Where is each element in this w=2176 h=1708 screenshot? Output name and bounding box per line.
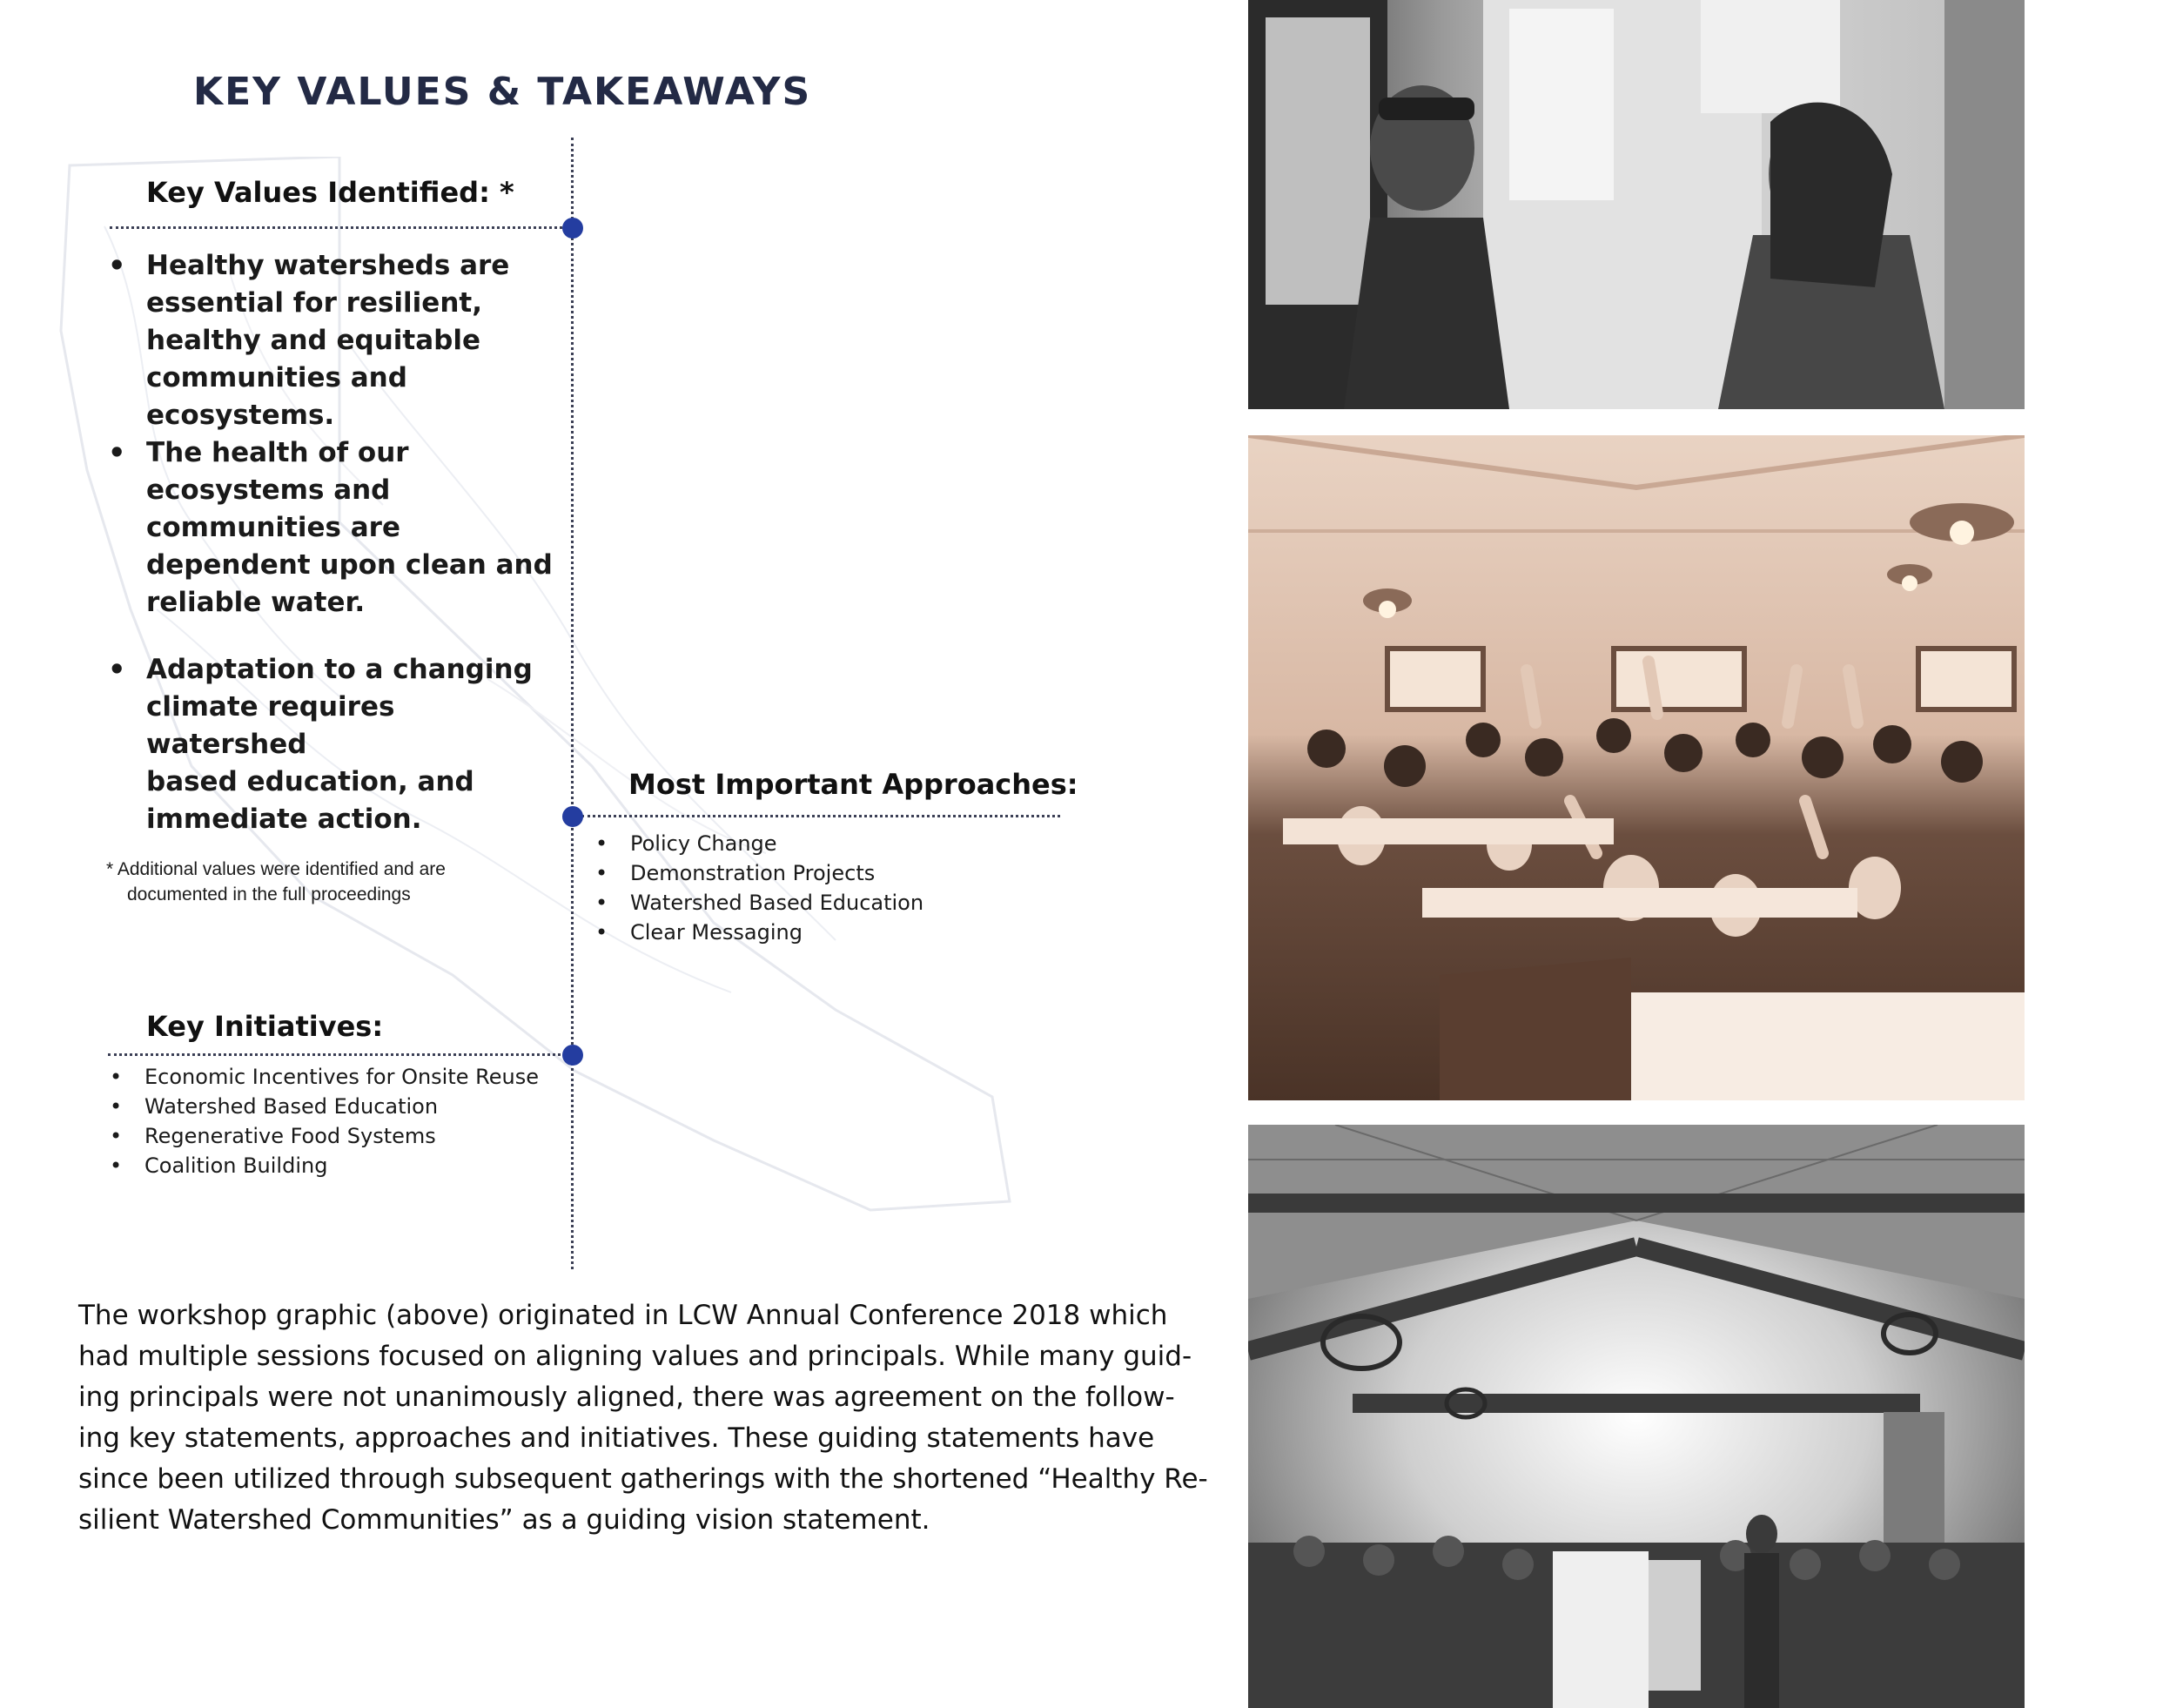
- approaches-list: [592, 829, 923, 947]
- timeline-line: [571, 138, 574, 1269]
- list-item: • Economic Incentives for Onsite Reuse: [106, 1062, 539, 1092]
- approaches-timeline-dot: [562, 806, 583, 827]
- list-item: • Demonstration Projects: [592, 858, 923, 888]
- list-item: • Coalition Building: [106, 1151, 539, 1180]
- key-values-footnote: * Additional values were identified and are documented in the full proceedings: [106, 859, 446, 904]
- initiatives-list: [106, 1062, 539, 1180]
- list-item: • The health of our ecosystems and communities are dependent upon clean and reliable water.: [108, 434, 561, 622]
- list-item: • Watershed Based Education: [592, 888, 923, 918]
- list-item: • Watershed Based Education: [106, 1092, 539, 1121]
- list-item: • Policy Change: [592, 829, 923, 858]
- initiatives-timeline-dot: [562, 1045, 583, 1066]
- description-paragraph: The workshop graphic (above) originated in LCW Annual Conference 2018 which had multiple sessions focused on aligning values and principals. While many guid- ing principals were not unanimously aligned, there was agreement on the follow- ing key statements, approaches and initiatives. These guiding statements have since been utilized through subsequent gatherings with the shortened “Healthy Re- silient Watershed Communities” as a guiding vision statement.: [78, 1300, 1208, 1536]
- key-values-divider: [110, 226, 573, 229]
- two-people-conversation-photo: [1248, 0, 2025, 409]
- hall-presentation-photo: [1248, 1125, 2025, 1708]
- audience-raising-hands-photo: [1248, 435, 2025, 1100]
- page-title: KEY VALUES & TAKEAWAYS: [193, 70, 812, 114]
- key-values-heading: Key Values Identified: *: [146, 176, 514, 209]
- list-item: • Regenerative Food Systems: [106, 1121, 539, 1151]
- list-item: • Clear Messaging: [592, 918, 923, 947]
- initiatives-divider: [108, 1053, 571, 1056]
- approaches-heading: Most Important Approaches:: [628, 768, 1078, 801]
- key-values-list: [108, 247, 561, 838]
- list-item: • Healthy watersheds are essential for resilient, healthy and equitable communities and ecosystems.: [108, 247, 561, 434]
- approaches-divider: [581, 815, 1060, 817]
- key-values-timeline-dot: [562, 218, 583, 239]
- list-item: • Adaptation to a changing climate requires watershed based education, and immediate action.: [108, 651, 561, 838]
- initiatives-heading: Key Initiatives:: [146, 1010, 384, 1043]
